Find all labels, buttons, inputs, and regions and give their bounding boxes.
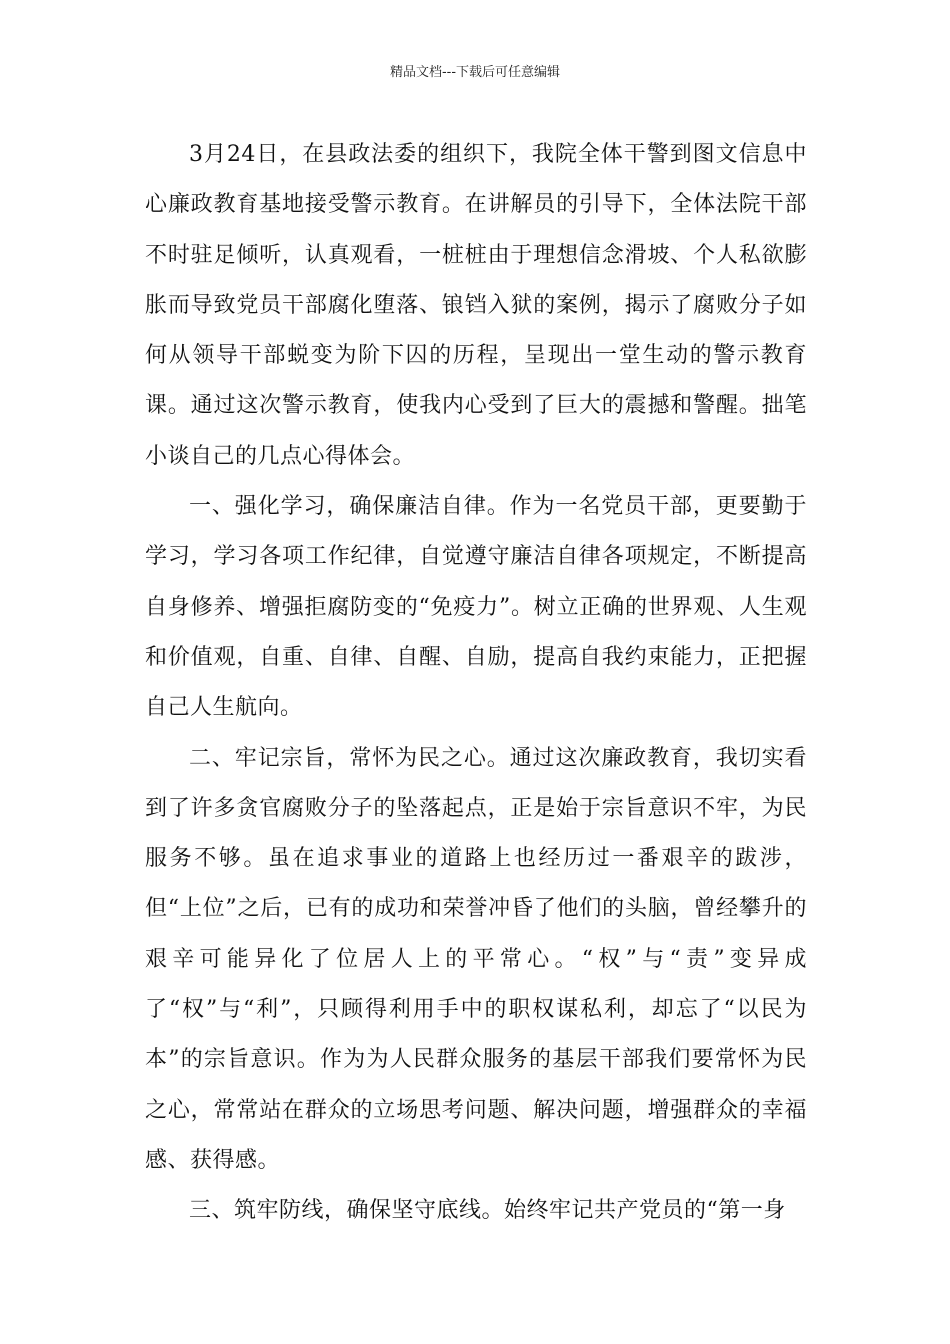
paragraph-point-two: 二、牢记宗旨，常怀为民之心。通过这次廉政教育，我切实看到了许多贪官腐败分子的坠落起点，正是始于宗旨意识不牢，为民服务不够。虽在追求事业的道路上也经历过一番艰辛的跋涉，但“上位”之后，已有的成功和荣誉冲昏了他们的头脑，曾经攀升的艰辛可能异化了位居人上的平常心。“权”与“责”变异成了“权”与“利”，只顾得利用手中的职权谋私利，却忘了“以民为本”的宗旨意识。作为为人民群众服务的基层干部我们要常怀为民之心，常常站在群众的立场思考问题、解决问题，增强群众的幸福感、获得感。 bbox=[145, 745, 807, 1173]
paragraph-point-three: 三、筑牢防线，确保坚守底线。始终牢记共产党员的“第一身 bbox=[189, 1198, 786, 1224]
paragraph-point-one: 一、强化学习，确保廉洁自律。作为一名党员干部，更要勤于学习，学习各项工作纪律，自觉遵守廉洁自律各项规定，不断提高自身修养、增强拒腐防变的“免疫力”。树立正确的世界观、人生观和价值观，自重、自律、自醒、自励，提高自我约束能力，正把握自己人生航向。 bbox=[145, 494, 807, 721]
paragraph-intro: 3月24日，在县政法委的组织下，我院全体干警到图文信息中心廉政教育基地接受警示教育。在讲解员的引导下，全体法院干部不时驻足倾听，认真观看，一桩桩由于理想信念滑坡、个人私欲膨胀而导致党员干部腐化堕落、锒铛入狱的案例，揭示了腐败分子如何从领导干部蜕变为阶下囚的历程，呈现出一堂生动的警示教育课。通过这次警示教育，使我内心受到了巨大的震撼和警醒。拙笔小谈自己的几点心得体会。 bbox=[145, 142, 807, 469]
page-header: 精品文档---下载后可任意编辑 bbox=[389, 65, 561, 80]
document-body bbox=[145, 130, 807, 1237]
